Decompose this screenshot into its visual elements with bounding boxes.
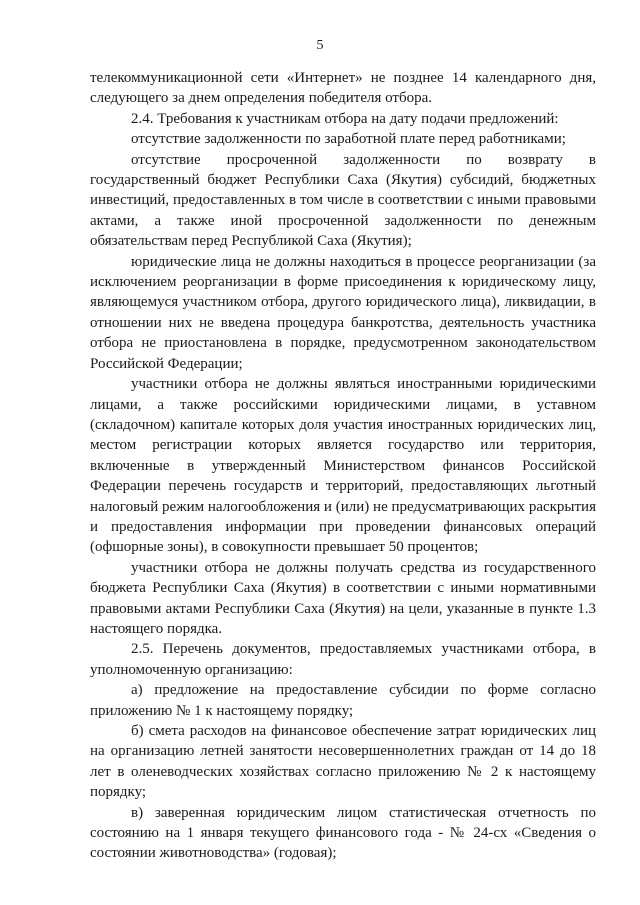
document-body [90,68,596,864]
paragraph-document-a: а) предложение на предоставление субсидии по форме согласно приложению № 1 к настоящему порядку; [90,682,596,719]
page-number: 5 [316,38,324,53]
paragraph-requirement-no-other-funds: участники отбора не должны получать средства из государственного бюджета Республики Саха (Якутия) в соответствии с иными нормативными правовыми актами Республики Саха (Якутия) на цели, указанные в пункте 1.3 настоящего порядка. [90,559,596,637]
paragraph-continuation: телекоммуникационной сети «Интернет» не позднее 14 календарного дня, следующего за днем определения победителя отбора. [90,70,596,107]
paragraph-document-b: б) смета расходов на финансовое обеспечение затрат юридических лиц на организацию летней занятости несовершеннолетних граждан от 14 до 18 лет в оленеводческих хозяйствах согласно приложению № 2 к настоящему порядку; [90,723,596,801]
paragraph-section-2-4: 2.4. Требования к участникам отбора на дату подачи предложений: [131,110,559,127]
paragraph-requirement-foreign-entities: участники отбора не должны являться иностранными юридическими лицами, а также российскими юридическими лицами, в уставном (складочном) капитале которых доля участия иностранных юридических лиц, местом регистрации которых является государство или территория, включенные в утвержденный Министерством финансов Российской Федерации перечень государств и территорий, предоставляющих льготный налоговый режим налогообложения и (или) не предусматривающих раскрытия и предоставления информации при проведении финансовых операций (офшорные зоны), в совокупности превышает 50 процентов; [90,376,596,556]
paragraph-requirement-reorganization: юридические лица не должны находиться в процессе реорганизации (за исключением реорганизации в форме присоединения к юридическому лицу, являющемуся участником отбора, другого юридического лица), ликвидации, в отношении них не введена процедура банкротства, деятельность участника отбора не приостановлена в порядке, предусмотренном законодательством Российской Федерации; [90,253,596,372]
paragraph-requirement-overdue-debt: отсутствие просроченной задолженности по возврату в государственный бюджет Республики Саха (Якутия) субсидий, бюджетных инвестиций, предоставленных в том числе в соответствии с иными правовыми актами, а также иной просроченной задолженности по денежным обязательствам перед Республикой Саха (Якутия); [90,151,596,250]
paragraph-requirement-wages: отсутствие задолженности по заработной плате перед работниками; [131,131,566,148]
paragraph-section-2-5: 2.5. Перечень документов, предоставляемых участниками отбора, в уполномоченную организацию: [90,641,596,678]
paragraph-document-c: в) заверенная юридическим лицом статистическая отчетность по состоянию на 1 января текущего финансового года - № 24-сх «Сведения о состоянии животноводства» (годовая); [90,804,596,862]
